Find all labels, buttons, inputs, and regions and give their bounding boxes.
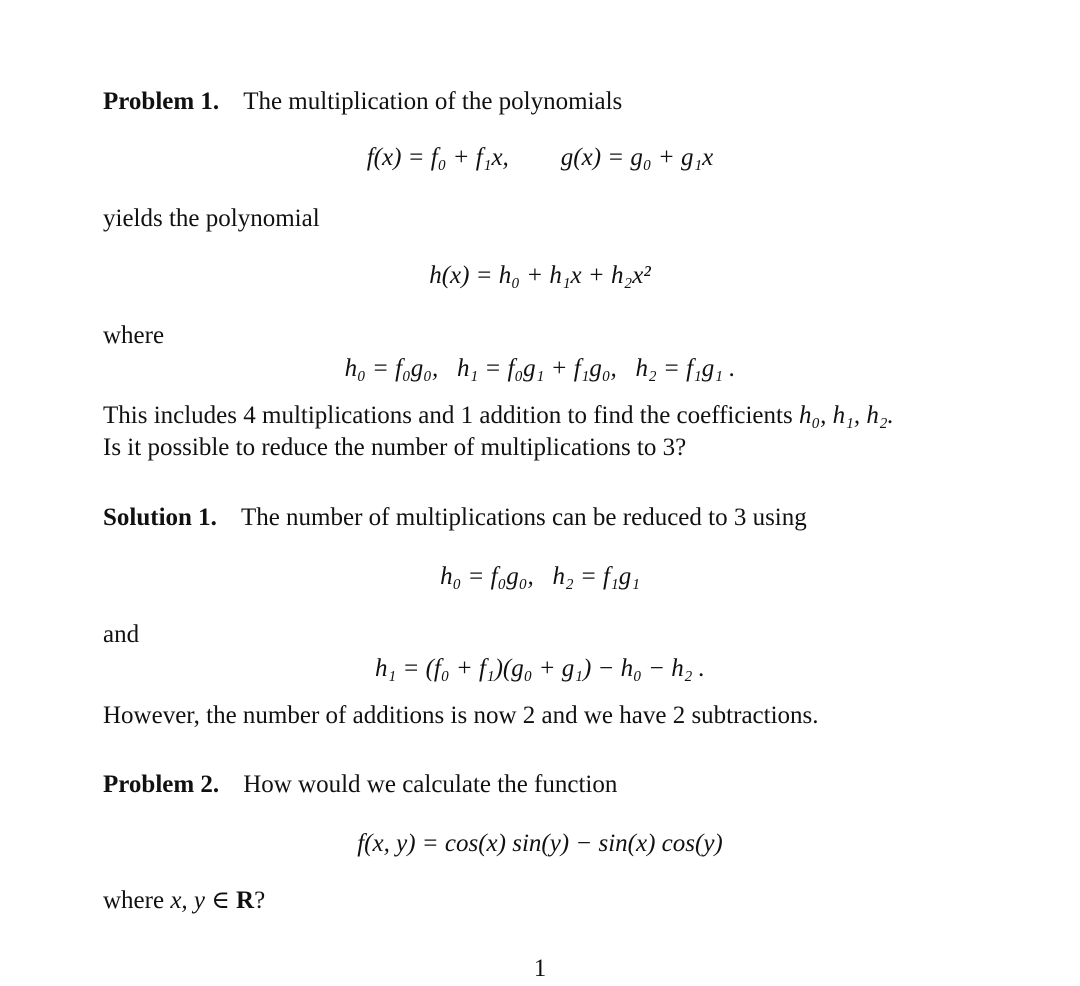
solution1-paragraph: [103, 502, 807, 535]
equation-sol-h0-h2: h₀ = f₀g₀, h₂ = f₁g₁: [440, 563, 640, 590]
equation-f-g: [0, 142, 1080, 175]
solution1-outro: However, the number of additions is now 2 and we have 2 subtractions.: [103, 702, 819, 729]
equation-func: f(x, y) = cos(x) sin(y) − sin(x) cos(y): [357, 830, 723, 857]
equation-h-coeffs: h₀ = f₀g₀, h₁ = f₀g₁ + f₁g₀, h₂ = f₁g₁ .: [344, 355, 736, 382]
problem1-intro: The multiplication of the polynomials: [243, 88, 623, 115]
problem1-where: where: [103, 322, 165, 349]
equation-g-def: g(x) = g₀ + g₁x: [560, 144, 714, 171]
page-number: 1: [533, 955, 547, 982]
problem1-text-line2: Is it possible to reduce the number of multiplications to 3?: [103, 434, 687, 461]
problem2-intro: How would we calculate the function: [243, 771, 618, 798]
equation-h-def: h(x) = h₀ + h₁x + h₂x²: [429, 262, 651, 289]
problem2-where: where x, y ∈ R?: [103, 887, 266, 914]
solution1-and: and: [103, 621, 140, 648]
problem1-paragraph: [103, 86, 622, 119]
coefficients-list: h₀, h₁, h₂.: [798, 402, 894, 429]
problem1-text-line1: This includes 4 multiplications and 1 addition to find the coefficients h₀, h₁, h₂.: [103, 402, 894, 429]
problem2-paragraph: [103, 769, 617, 802]
problem1-heading: Problem 1.: [103, 88, 220, 115]
problem2-heading: Problem 2.: [103, 771, 220, 798]
solution1-intro: The number of multiplications can be reduced to 3 using: [240, 504, 807, 531]
solution1-heading: Solution 1.: [103, 504, 217, 531]
problem1-yields: yields the polynomial: [103, 205, 320, 232]
equation-sol-h1: h₁ = (f₀ + f₁)(g₀ + g₁) − h₀ − h₂ .: [375, 655, 705, 682]
equation-f-def: f(x) = f₀ + f₁x,: [366, 144, 509, 171]
